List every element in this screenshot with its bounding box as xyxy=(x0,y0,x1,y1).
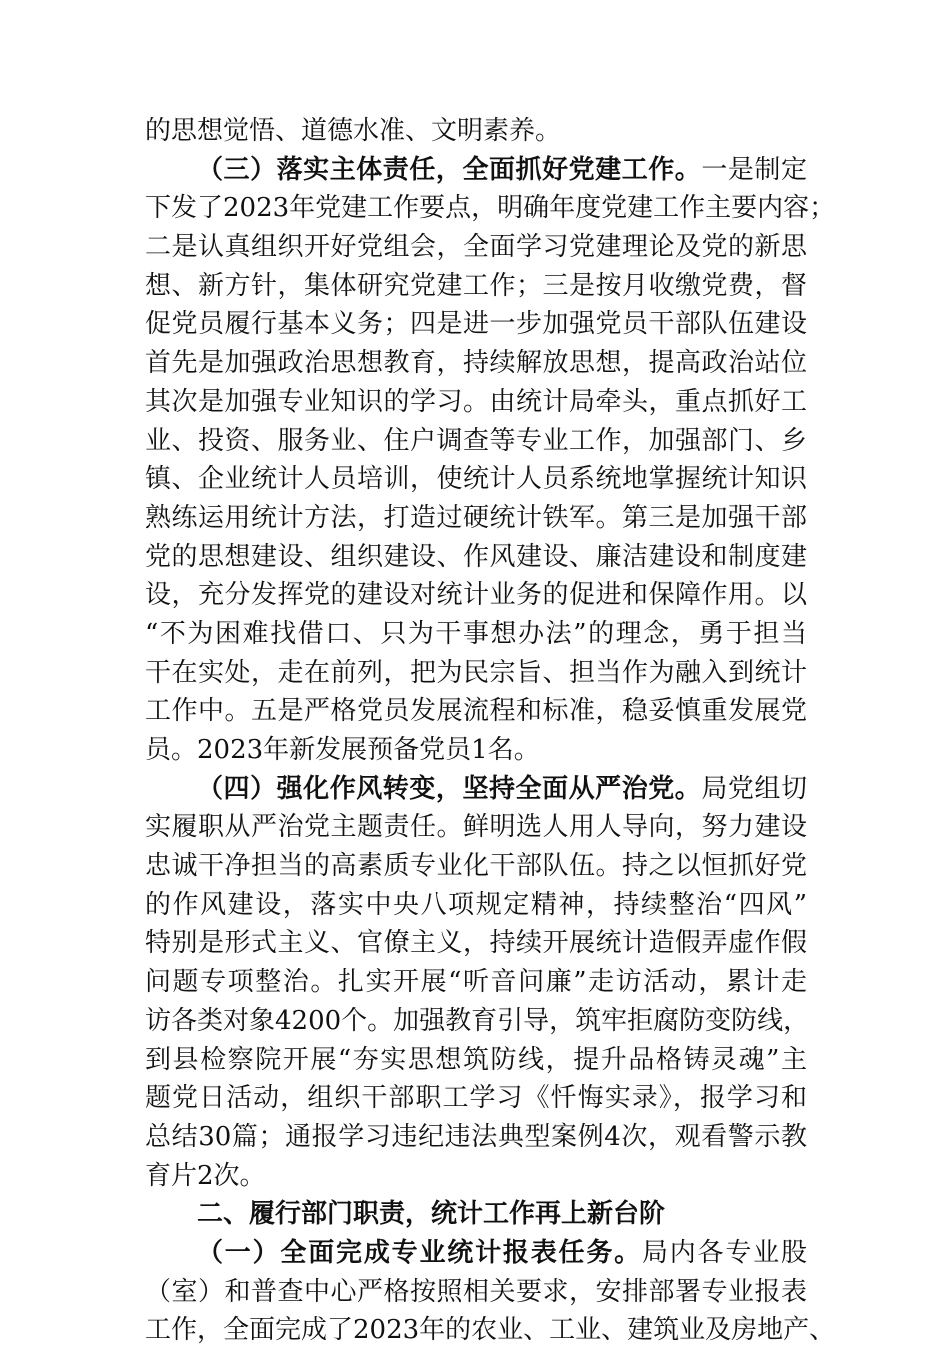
line-text: 工作中。五是严格党员发展流程和标准，稳妥慎重发展党 xyxy=(145,696,807,727)
section-heading-text: 二、履行部门职责，统计工作再上新台阶 xyxy=(197,1199,666,1230)
text-line xyxy=(145,267,807,306)
text-line xyxy=(145,847,807,886)
line-text: 一是制定 xyxy=(701,154,807,185)
line-text: 的思想觉悟、道德水准、文明素养。 xyxy=(145,116,562,146)
text-line xyxy=(145,963,807,1002)
text-line xyxy=(145,1002,810,1041)
text-line xyxy=(145,1079,807,1118)
text-line xyxy=(145,924,807,963)
document-page xyxy=(145,112,836,1350)
line-text: 忠诚干净担当的高素质专业化干部队伍。持之以恒抓好党 xyxy=(145,851,807,882)
text-line xyxy=(145,576,807,615)
line-text: 想、新方针，集体研究党建工作；三是按月收缴党费，督 xyxy=(145,270,807,301)
subsection-title: （四）强化作风转变，坚持全面从严治党。 xyxy=(197,773,702,804)
line-text: 总结30篇；通报学习违纪违法典型案例4次，观看警示教 xyxy=(145,1121,807,1152)
text-line xyxy=(145,383,807,422)
text-line xyxy=(145,1234,807,1273)
text-line xyxy=(145,344,807,383)
line-text: 其次是加强专业知识的学习。由统计局牵头，重点抓好工 xyxy=(145,386,807,417)
line-text: 二是认真组织开好党组会，全面学习党建理论及党的新思 xyxy=(145,232,807,263)
line-text: 工作，全面完成了2023年的农业、工业、建筑业及房地产、 xyxy=(145,1315,836,1346)
text-line xyxy=(145,808,807,847)
line-text: （室）和普查中心严格按照相关要求，安排部署专业报表 xyxy=(145,1276,807,1307)
line-text: 设，充分发挥党的建设对统计业务的促进和保障作用。以 xyxy=(145,580,807,611)
line-text: 业、投资、服务业、住户调查等专业工作，加强部门、乡 xyxy=(145,425,807,456)
text-line xyxy=(145,1118,807,1157)
text-line xyxy=(145,1311,836,1350)
line-text: 访各类对象4200个。加强教育引导，筑牢拒腐防变防线， xyxy=(145,1005,810,1036)
text-line xyxy=(145,770,807,809)
line-text: 的作风建设，落实中央八项规定精神，持续整治“四风” xyxy=(145,889,807,920)
text-line xyxy=(145,228,807,267)
text-line xyxy=(145,422,807,461)
line-text: 下发了2023年党建工作要点，明确年度党建工作主要内容； xyxy=(145,193,836,224)
text-line xyxy=(145,1273,807,1312)
text-line xyxy=(145,499,807,538)
text-line xyxy=(145,112,807,151)
text-line xyxy=(145,886,807,925)
text-line xyxy=(145,1157,807,1196)
line-text: 题党日活动，组织干部职工学习《忏悔实录》，报学习和 xyxy=(145,1083,807,1114)
line-text: 首先是加强政治思想教育，持续解放思想，提高政治站位 xyxy=(145,348,807,379)
line-text: 局党组切 xyxy=(701,773,807,804)
line-text: 局内各专业股 xyxy=(641,1237,807,1268)
line-text: 促党员履行基本义务；四是进一步加强党员干部队伍建设 xyxy=(145,309,807,340)
line-text: 熟练运用统计方法，打造过硬统计铁军。第三是加强干部 xyxy=(145,502,807,533)
subsection-title: （三）落实主体责任，全面抓好党建工作。 xyxy=(197,154,702,185)
text-line xyxy=(145,305,807,344)
line-text: 育片2次。 xyxy=(145,1160,266,1191)
text-line xyxy=(145,538,807,577)
line-text: 镇、企业统计人员培训，使统计人员系统地掌握统计知识 xyxy=(145,464,807,495)
line-text: 到县检察院开展“夯实思想筑防线，提升品格铸灵魂”主 xyxy=(145,1044,807,1075)
subsection-title: （一）全面完成专业统计报表任务。 xyxy=(197,1237,642,1268)
line-text: “不为困难找借口、只为干事想办法”的理念，勇于担当 xyxy=(145,618,807,649)
text-line xyxy=(145,460,807,499)
line-text: 问题专项整治。扎实开展“听音问廉”走访活动，累计走 xyxy=(145,967,807,998)
text-line xyxy=(145,615,807,654)
section-heading xyxy=(145,1195,807,1234)
text-line xyxy=(145,731,807,770)
text-line xyxy=(145,654,807,693)
line-text: 员。2023年新发展预备党员1名。 xyxy=(145,735,540,765)
text-line xyxy=(145,189,836,228)
text-line xyxy=(145,692,807,731)
line-text: 干在实处，走在前列，把为民宗旨、担当作为融入到统计 xyxy=(145,657,807,688)
line-text: 实履职从严治党主题责任。鲜明选人用人导向，努力建设 xyxy=(145,812,807,843)
text-line xyxy=(145,1041,807,1080)
line-text: 党的思想建设、组织建设、作风建设、廉洁建设和制度建 xyxy=(145,541,807,572)
text-line xyxy=(145,151,807,190)
line-text: 特别是形式主义、官僚主义，持续开展统计造假弄虚作假 xyxy=(145,928,807,959)
